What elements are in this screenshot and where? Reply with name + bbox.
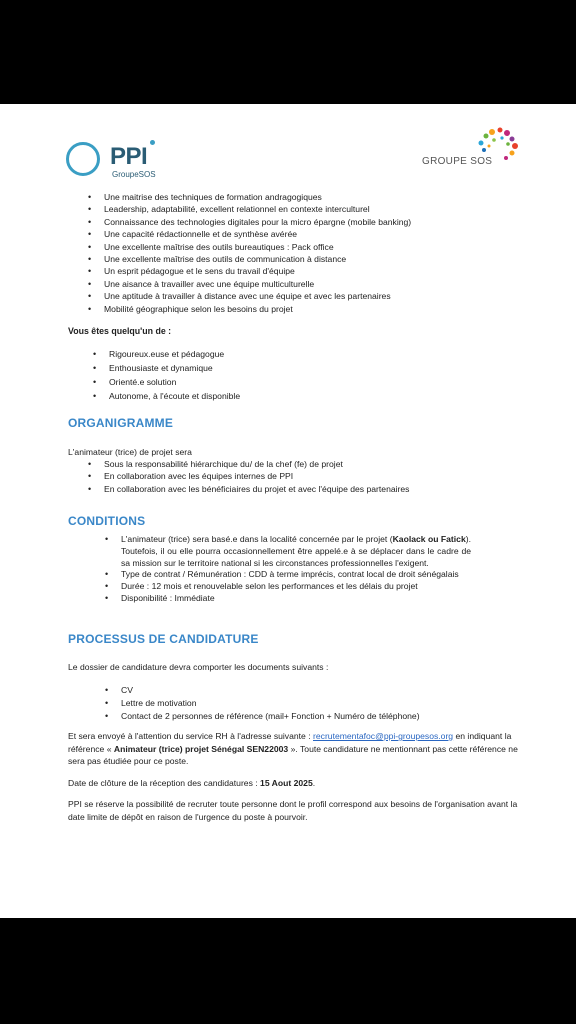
list-item: • Durée : 12 mois et renouvelable selon les performances et les délais du projet: [121, 581, 541, 593]
instructions-text: en indiquant la référence «: [68, 731, 512, 754]
profile-list: [109, 347, 529, 403]
conditions-list: [121, 534, 471, 605]
conditions-location-bold: Kaolack ou Fatick: [392, 534, 466, 544]
deadline: [68, 777, 528, 790]
organigramme-intro: L'animateur (trice) de projet sera: [68, 447, 192, 457]
organigramme-list: [104, 458, 544, 495]
list-item: • Rigoureux.euse et pédagogue: [109, 347, 529, 361]
list-item: • Un esprit pédagogue et le sens du travail d'équipe: [104, 265, 544, 277]
instructions-text: Et sera envoyé à l'attention du service RH à l'adresse suivante :: [68, 731, 313, 741]
ppi-logo-name: PPI: [110, 143, 148, 170]
list-item: [121, 534, 471, 569]
list-item: • Connaissance des technologies digitales pour la micro épargne (mobile banking): [104, 216, 544, 228]
list-item: • Contact de 2 personnes de référence (mail+ Fonction + Numéro de téléphone): [121, 710, 541, 723]
application-instructions: [68, 730, 528, 768]
ppi-logo-dot-icon: [150, 140, 155, 145]
list-item: • Leadership, adaptabilité, excellent relationnel en contexte interculturel: [104, 203, 544, 215]
recruitment-email-link[interactable]: recrutementafoc@ppi-groupesos.org: [313, 731, 454, 741]
list-item: • Une aisance à travailler avec une équipe multiculturelle: [104, 278, 544, 290]
list-item: • Enthousiaste et dynamique: [109, 361, 529, 375]
instructions-text-end: ». Toute candidature ne mentionnant pas cette référence ne sera pas étudiée pour ce poste.: [68, 743, 518, 767]
ppi-logo-subtitle: GroupeSOS: [112, 170, 156, 179]
deadline-end: .: [312, 778, 316, 788]
list-item: • Une excellente maîtrise des outils bureautiques : Pack office: [104, 241, 544, 253]
deadline-date: 15 Aout 2025: [260, 778, 313, 788]
ppi-logo: [66, 140, 166, 186]
job-reference: Animateur (trice) projet Sénégal SEN22003: [113, 743, 289, 754]
list-item: • Disponibilité : Immédiate: [121, 593, 471, 605]
skills-list: [104, 191, 544, 315]
list-item: • Une aptitude à travailler à distance avec une équipe et avec les partenaires: [104, 290, 544, 302]
processus-intro: Le dossier de candidature devra comporter les documents suivants :: [68, 662, 329, 672]
ppi-logo-circle-icon: [66, 142, 100, 176]
documents-list: [121, 684, 541, 722]
list-item: • En collaboration avec les bénéficiaires du projet et avec l'équipe des partenaires: [104, 483, 544, 495]
organigramme-title: ORGANIGRAMME: [68, 416, 174, 430]
list-item: • En collaboration avec les équipes internes de PPI: [104, 470, 544, 482]
list-item: • Autonome, à l'écoute et disponible: [109, 389, 529, 403]
list-item: • Sous la responsabilité hiérarchique du/ de la chef (fe) de projet: [104, 458, 544, 470]
list-item: • Lettre de motivation: [121, 697, 541, 710]
list-item: • Orienté.e solution: [109, 375, 529, 389]
conditions-location-text-end: ). Toutefois, il ou elle pourra occasionnellement être appelé.e à se déplacer dans le cadre de sa mission sur le territoire national si les circonstances professionnelles l'exigent.: [121, 534, 471, 568]
list-item: • Une capacité rédactionnelle et de synthèse avérée: [104, 228, 544, 240]
list-item: • Une excellente maîtrise des outils de communication à distance: [104, 253, 544, 265]
profile-heading: Vous êtes quelqu'un de :: [68, 326, 172, 336]
groupe-sos-logo-name: GROUPE SOS: [422, 156, 493, 167]
deadline-label: Date de clôture de la réception des candidatures :: [68, 778, 261, 788]
conditions-location-text: L'animateur (trice) sera basé.e dans la localité concernée par le projet (: [121, 534, 393, 544]
list-item: • Mobilité géographique selon les besoins du projet: [104, 303, 544, 315]
conditions-title: CONDITIONS: [68, 514, 146, 528]
list-item: • Une maitrise des techniques de formation andragogiques: [104, 191, 544, 203]
closing-note: PPI se réserve la possibilité de recruter toute personne dont le profil correspond aux besoins de l'organisation avant la date limite de dépôt en raison de l'urgence du poste à pourvoir.: [68, 799, 518, 822]
groupe-sos-logo: [422, 126, 522, 176]
list-item: • Type de contrat / Rémunération : CDD à terme imprécis, contrat local de droit sénégalais: [121, 569, 541, 581]
list-item: • CV: [121, 684, 541, 697]
document-page: [0, 104, 576, 918]
processus-title: PROCESSUS DE CANDIDATURE: [68, 632, 259, 646]
